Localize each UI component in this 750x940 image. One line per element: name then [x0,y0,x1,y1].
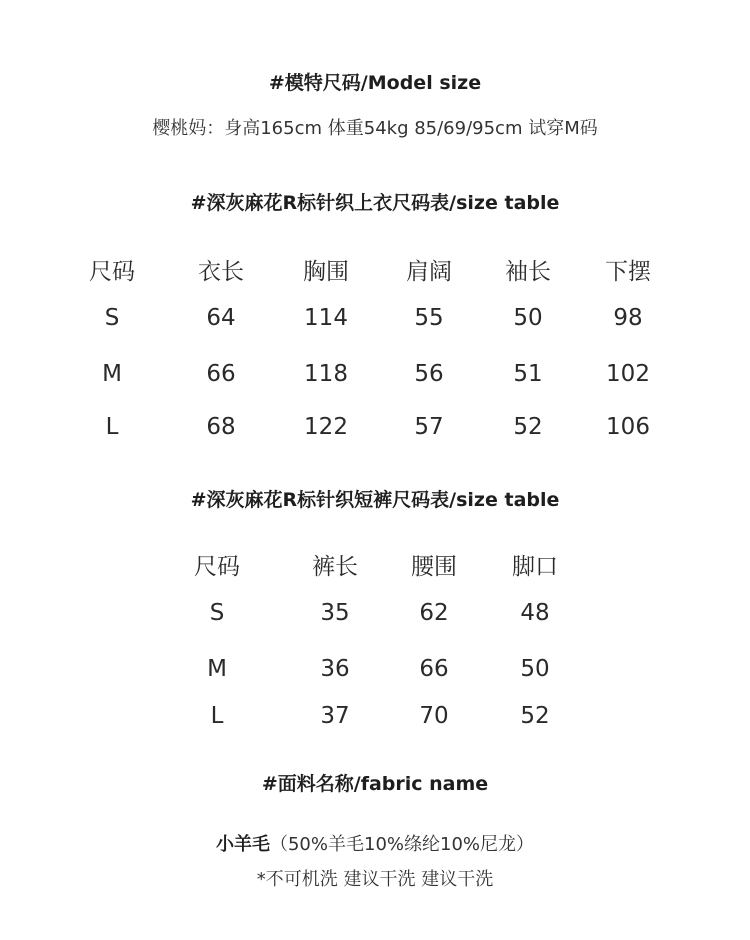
shorts-table-cell: 37 [320,703,350,729]
top-column-header: 胸围 [303,259,349,285]
top-table-cell: 56 [414,361,444,387]
top-table-cell: 114 [304,305,348,331]
shorts-size-table-heading: #深灰麻花R标针织短裤尺码表/size table [190,489,560,511]
top-table-cell: 98 [613,305,643,331]
model-info: 樱桃妈：身高165cm 体重54kg 85/69/95cm 试穿M码 [152,118,598,139]
top-table-cell: 106 [606,414,650,440]
shorts-column-header: 尺码 [194,554,240,580]
top-table-cell: 50 [513,305,543,331]
shorts-column-header: 腰围 [411,554,457,580]
top-table-cell: M [102,361,122,387]
top-table-cell: S [104,305,120,331]
top-column-header: 衣长 [198,259,244,285]
fabric-heading: #面料名称/fabric name [261,773,489,795]
fabric-composition: （50%羊毛10%绦纶10%尼龙） [269,834,535,855]
top-table-cell: 118 [304,361,348,387]
top-table-cell: 68 [206,414,236,440]
top-table-cell: 66 [206,361,236,387]
fabric-name: 小羊毛 [215,834,270,855]
shorts-table-cell: L [210,703,224,729]
shorts-table-cell: 66 [419,656,449,682]
shorts-table-cell: S [209,600,225,626]
top-column-header: 肩阔 [406,259,452,285]
shorts-table-cell: 70 [419,703,449,729]
shorts-table-cell: 35 [320,600,350,626]
top-table-cell: 57 [414,414,444,440]
top-table-cell: 64 [206,305,236,331]
shorts-column-header: 裤长 [312,554,358,580]
top-table-cell: 55 [414,305,444,331]
top-table-cell: 51 [513,361,543,387]
shorts-table-cell: M [207,656,227,682]
shorts-table-cell: 48 [520,600,550,626]
top-table-cell: 102 [606,361,650,387]
shorts-column-header: 脚口 [512,554,558,580]
fabric-description [0,830,750,856]
shorts-table-cell: 52 [520,703,550,729]
care-instructions: *不可机洗 建议干洗 建议干洗 [256,869,494,890]
shorts-table-cell: 36 [320,656,350,682]
top-table-cell: L [105,414,119,440]
top-column-header: 尺码 [89,259,135,285]
shorts-table-cell: 50 [520,656,550,682]
top-table-cell: 122 [304,414,348,440]
top-column-header: 袖长 [505,259,551,285]
top-table-cell: 52 [513,414,543,440]
model-size-heading: #模特尺码/Model size [268,72,482,94]
top-size-table-heading: #深灰麻花R标针织上衣尺码表/size table [190,192,560,214]
shorts-table-cell: 62 [419,600,449,626]
top-column-header: 下摆 [605,259,651,285]
